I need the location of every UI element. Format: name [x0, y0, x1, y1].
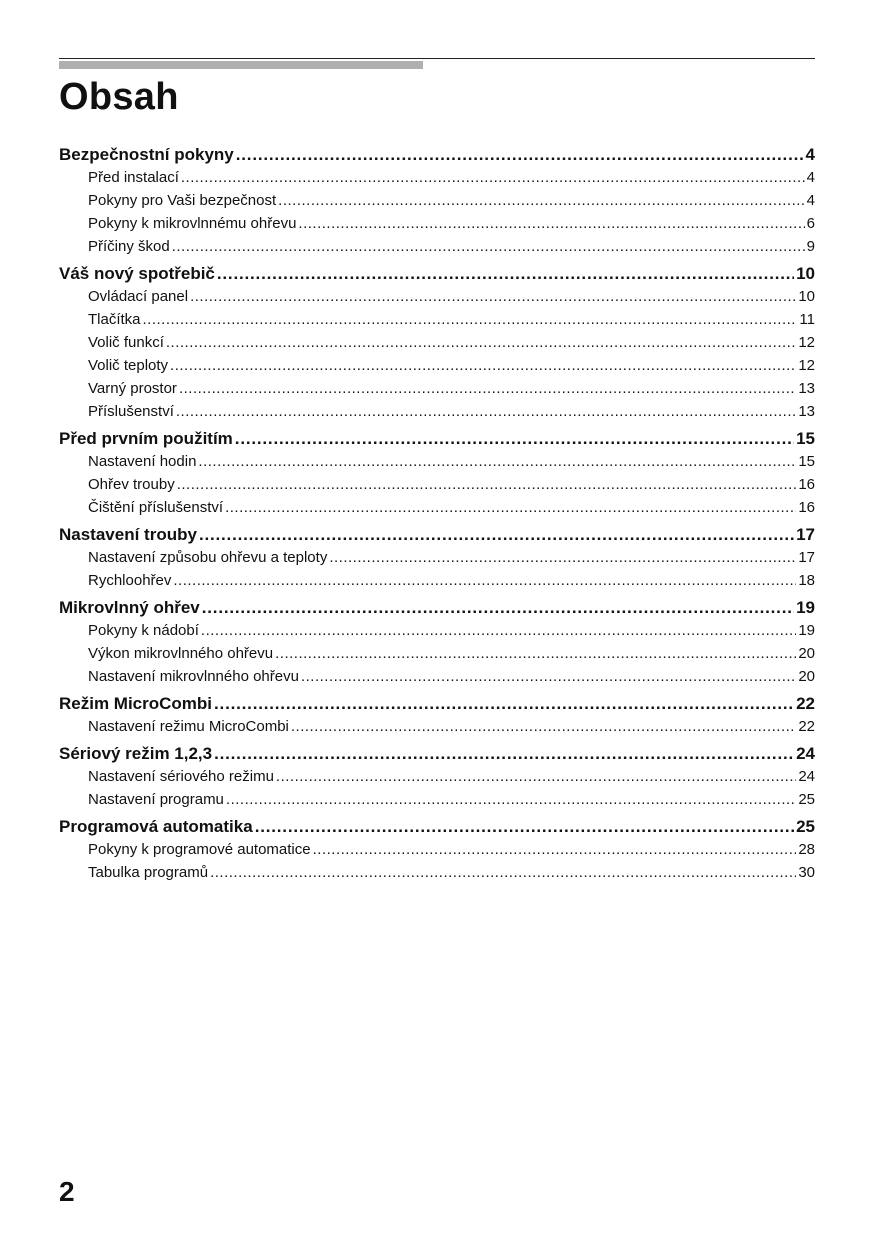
toc-subsection-entry[interactable]: [59, 861, 815, 884]
header-accent-bar: [59, 61, 423, 69]
dot-leader: [172, 235, 805, 258]
table-of-contents: [59, 143, 815, 884]
toc-entry-label: Nastavení programu: [88, 791, 224, 808]
toc-section-entry[interactable]: [59, 596, 815, 619]
toc-entry-label: Programová automatika: [59, 817, 253, 836]
toc-section-entry[interactable]: [59, 692, 815, 715]
toc-page-number: 12: [798, 357, 815, 374]
toc-entry-label: Ohřev trouby: [88, 476, 175, 493]
dot-leader: [177, 473, 797, 496]
dot-leader: [202, 596, 794, 619]
toc-entry-label: Nastavení trouby: [59, 525, 197, 544]
toc-subsection-entry[interactable]: [59, 569, 815, 592]
dot-leader: [329, 546, 796, 569]
toc-subsection-entry[interactable]: [59, 788, 815, 811]
dot-leader: [166, 331, 796, 354]
toc-subsection-entry[interactable]: [59, 235, 815, 258]
toc-subsection-entry[interactable]: [59, 838, 815, 861]
toc-section-entry[interactable]: [59, 427, 815, 450]
toc-subsection-entry[interactable]: [59, 400, 815, 423]
toc-subsection-entry[interactable]: [59, 354, 815, 377]
toc-page-number: 6: [806, 215, 815, 232]
toc-page-number: 28: [798, 841, 815, 858]
toc-subsection-entry[interactable]: [59, 642, 815, 665]
toc-subsection-entry[interactable]: [59, 377, 815, 400]
toc-page-number: 20: [798, 668, 815, 685]
toc-entry-label: Příslušenství: [88, 403, 174, 420]
toc-page-number: 25: [798, 791, 815, 808]
toc-subsection-entry[interactable]: [59, 665, 815, 688]
dot-leader: [276, 765, 796, 788]
toc-page-number: 12: [798, 334, 815, 351]
toc-entry-label: Čištění příslušenství: [88, 499, 224, 516]
dot-leader: [190, 285, 796, 308]
toc-entry-label: Mikrovlnný ohřev: [59, 598, 200, 617]
toc-subsection-entry[interactable]: [59, 285, 815, 308]
toc-subsection-entry[interactable]: [59, 189, 815, 212]
toc-entry-label: Režim MicroCombi: [59, 694, 213, 713]
toc-entry-label: Nastavení sériového režimu: [88, 768, 274, 785]
toc-entry-label: Pokyny k programové automatice: [88, 841, 311, 858]
toc-page-number: 19: [798, 622, 815, 639]
toc-entry-label: Nastavení režimu MicroCombi: [88, 718, 289, 735]
toc-subsection-entry[interactable]: [59, 450, 815, 473]
toc-entry-label: Rychloohřev: [88, 572, 172, 589]
dot-leader: [301, 665, 796, 688]
toc-page-number: 13: [798, 380, 815, 397]
toc-page-number: 18: [798, 572, 815, 589]
toc-subsection-entry[interactable]: [59, 331, 815, 354]
dot-leader: [214, 742, 794, 765]
dot-leader: [235, 427, 794, 450]
toc-entry-label: Výkon mikrovlnného ohřevu: [88, 645, 274, 662]
dot-leader: [173, 569, 796, 592]
dot-leader: [198, 450, 796, 473]
dot-leader: [236, 143, 804, 166]
toc-entry-label: Pokyny pro Vaši bezpečnost: [88, 192, 277, 209]
toc-page-number: 24: [798, 768, 815, 785]
toc-entry-label: Sériový režim 1,2,3: [59, 744, 213, 763]
toc-entry-label: Tlačítka: [88, 311, 141, 328]
toc-entry-label: Pokyny k mikrovlnnému ohřevu: [88, 215, 297, 232]
dot-leader: [255, 815, 794, 838]
toc-page-number: 4: [806, 192, 815, 209]
toc-page-number: 30: [798, 864, 815, 881]
toc-page-number: 15: [798, 453, 815, 470]
toc-entry-label: Váš nový spotřebič: [59, 264, 215, 283]
toc-subsection-entry[interactable]: [59, 496, 815, 519]
toc-entry-label: Bezpečnostní pokyny: [59, 145, 234, 164]
toc-page-number: 22: [796, 694, 815, 713]
dot-leader: [199, 523, 794, 546]
toc-entry-label: Nastavení hodin: [88, 453, 197, 470]
toc-page-number: 10: [796, 264, 815, 283]
toc-entry-label: Ovládací panel: [88, 288, 189, 305]
toc-page-number: 20: [798, 645, 815, 662]
toc-entry-label: Nastavení mikrovlnného ohřevu: [88, 668, 299, 685]
dot-leader: [143, 308, 798, 331]
toc-subsection-entry[interactable]: [59, 546, 815, 569]
toc-entry-label: Před instalací: [88, 169, 179, 186]
toc-page-number: 10: [798, 288, 815, 305]
dot-leader: [298, 212, 804, 235]
toc-page-number: 16: [798, 476, 815, 493]
page-title: Obsah: [59, 76, 179, 118]
dot-leader: [210, 861, 796, 884]
dot-leader: [214, 692, 794, 715]
toc-entry-label: Tabulka programů: [88, 864, 209, 881]
toc-page-number: 11: [799, 311, 815, 328]
toc-entry-label: Volič teploty: [88, 357, 169, 374]
toc-page-number: 24: [796, 744, 815, 763]
toc-subsection-entry[interactable]: [59, 212, 815, 235]
dot-leader: [201, 619, 796, 642]
dot-leader: [275, 642, 796, 665]
toc-page-number: 9: [806, 238, 815, 255]
toc-section-entry[interactable]: [59, 143, 815, 166]
toc-page-number: 4: [806, 169, 815, 186]
toc-subsection-entry[interactable]: [59, 619, 815, 642]
toc-page-number: 15: [796, 429, 815, 448]
toc-page-number: 17: [796, 525, 815, 544]
toc-entry-label: Pokyny k nádobí: [88, 622, 199, 639]
toc-section-entry[interactable]: [59, 523, 815, 546]
toc-page-number: 17: [798, 549, 815, 566]
toc-entry-label: Před prvním použitím: [59, 429, 233, 448]
dot-leader: [170, 354, 796, 377]
toc-page-number: 25: [796, 817, 815, 836]
toc-page-number: 19: [796, 598, 815, 617]
dot-leader: [176, 400, 796, 423]
toc-entry-label: Volič funkcí: [88, 334, 164, 351]
toc-entry-label: Varný prostor: [88, 380, 177, 397]
dot-leader: [313, 838, 797, 861]
dot-leader: [226, 788, 796, 811]
toc-page-number: 4: [805, 145, 815, 164]
header-rule-line: [59, 58, 815, 59]
toc-subsection-entry[interactable]: [59, 308, 815, 331]
toc-page-number: 13: [798, 403, 815, 420]
page-number: 2: [59, 1176, 75, 1207]
toc-page-number: 22: [798, 718, 815, 735]
toc-section-entry[interactable]: [59, 742, 815, 765]
toc-entry-label: Příčiny škod: [88, 238, 170, 255]
dot-leader: [225, 496, 796, 519]
toc-subsection-entry[interactable]: [59, 715, 815, 738]
toc-entry-label: Nastavení způsobu ohřevu a teploty: [88, 549, 328, 566]
dot-leader: [181, 166, 805, 189]
toc-section-entry[interactable]: [59, 815, 815, 838]
toc-subsection-entry[interactable]: [59, 166, 815, 189]
toc-page-number: 16: [798, 499, 815, 516]
dot-leader: [291, 715, 796, 738]
toc-section-entry[interactable]: [59, 262, 815, 285]
dot-leader: [217, 262, 794, 285]
dot-leader: [179, 377, 796, 400]
toc-subsection-entry[interactable]: [59, 765, 815, 788]
toc-subsection-entry[interactable]: [59, 473, 815, 496]
dot-leader: [278, 189, 804, 212]
